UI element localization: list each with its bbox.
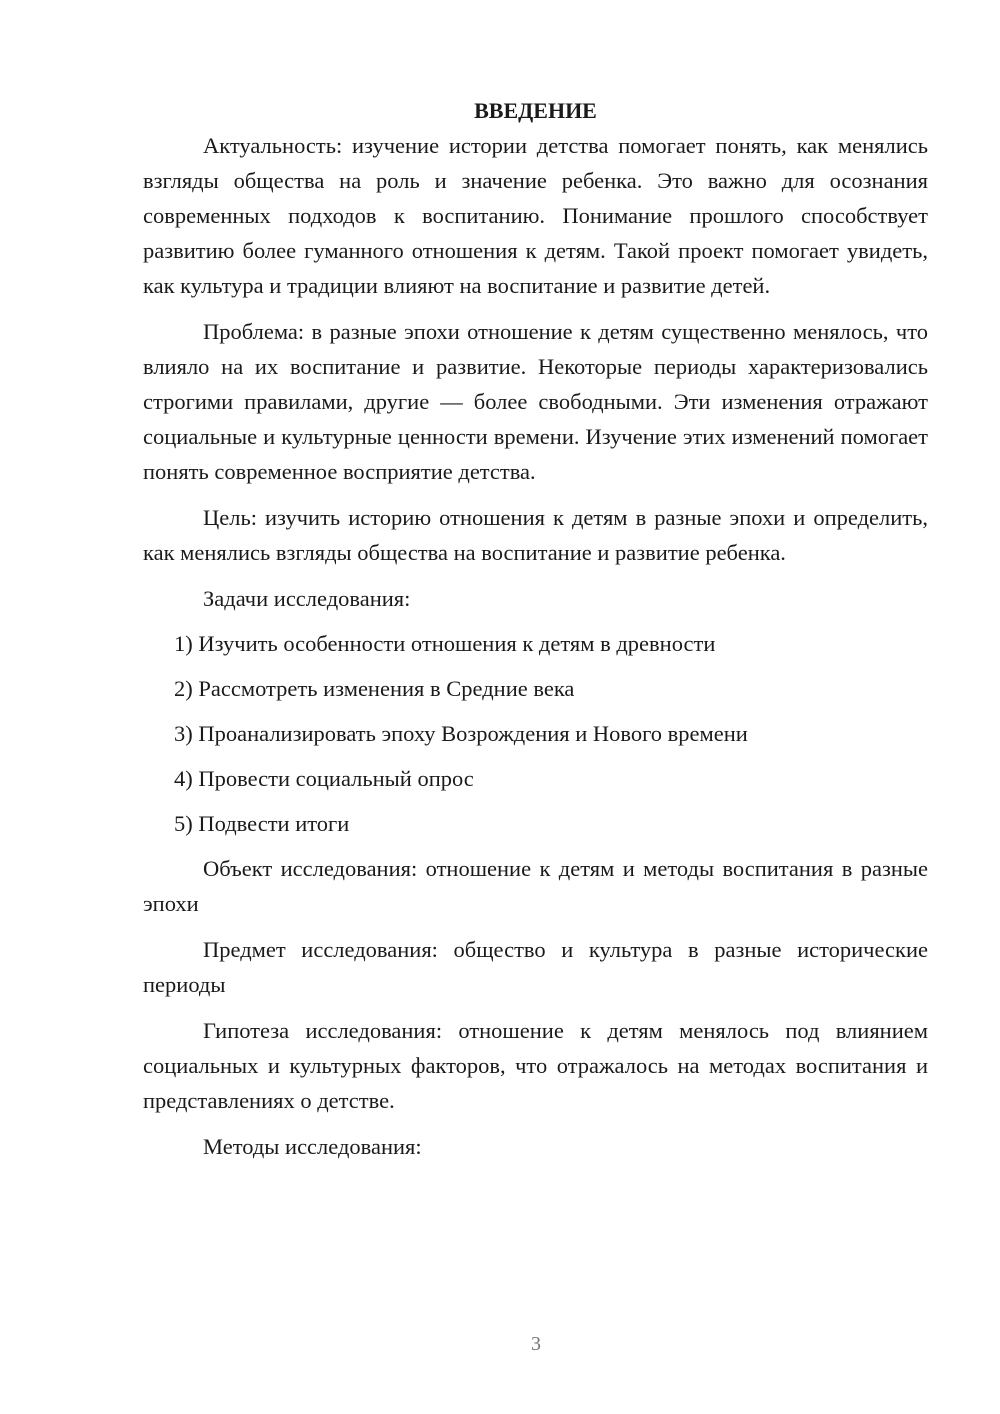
relevance-paragraph: Актуальность: изучение истории детства помогает понять, как менялись взгляды общества на роль и значение ребенка. Это важно для осознания современных подходов к воспитанию. Понимание прошлого способствует развитию более гуманного отношения к детям. Такой проект помогает увидеть, как культура и традиции влияют на воспитание и развитие детей.: [143, 133, 928, 298]
methods-heading: Методы исследования:: [203, 1134, 422, 1159]
page-content: [143, 96, 928, 1174]
task-item: 1) Изучить особенности отношения к детям в древности: [174, 631, 716, 656]
tasks-heading: Задачи исследования:: [203, 586, 411, 611]
subject-paragraph: Предмет исследования: общество и культура в разные исторические периоды: [143, 937, 928, 997]
goal-paragraph: Цель: изучить историю отношения к детям в разные эпохи и определить, как менялись взгляды общества на воспитание и развитие ребенка.: [143, 505, 928, 565]
object-paragraph: Объект исследования: отношение к детям и методы воспитания в разные эпохи: [143, 856, 928, 916]
tasks-list: [143, 626, 928, 841]
task-item: 3) Проанализировать эпоху Возрождения и Нового времени: [174, 721, 748, 746]
task-item: 5) Подвести итоги: [174, 811, 350, 836]
task-item: 4) Провести социальный опрос: [174, 766, 474, 791]
task-item: 2) Рассмотреть изменения в Средние века: [174, 676, 575, 701]
problem-paragraph: Проблема: в разные эпохи отношение к детям существенно менялось, что влияло на их воспитание и развитие. Некоторые периоды характеризовались строгими правилами, другие — более свободными. Эти изменения отражают социальные и культурные ценности времени. Изучение этих изменений помогает понять современное восприятие детства.: [143, 319, 928, 484]
page-title: ВВЕДЕНИЕ: [474, 98, 597, 123]
page-number: 3: [531, 1333, 541, 1355]
hypothesis-paragraph: Гипотеза исследования: отношение к детям менялось под влиянием социальных и культурных факторов, что отражалось на методах воспитания и представлениях о детстве.: [143, 1018, 928, 1113]
